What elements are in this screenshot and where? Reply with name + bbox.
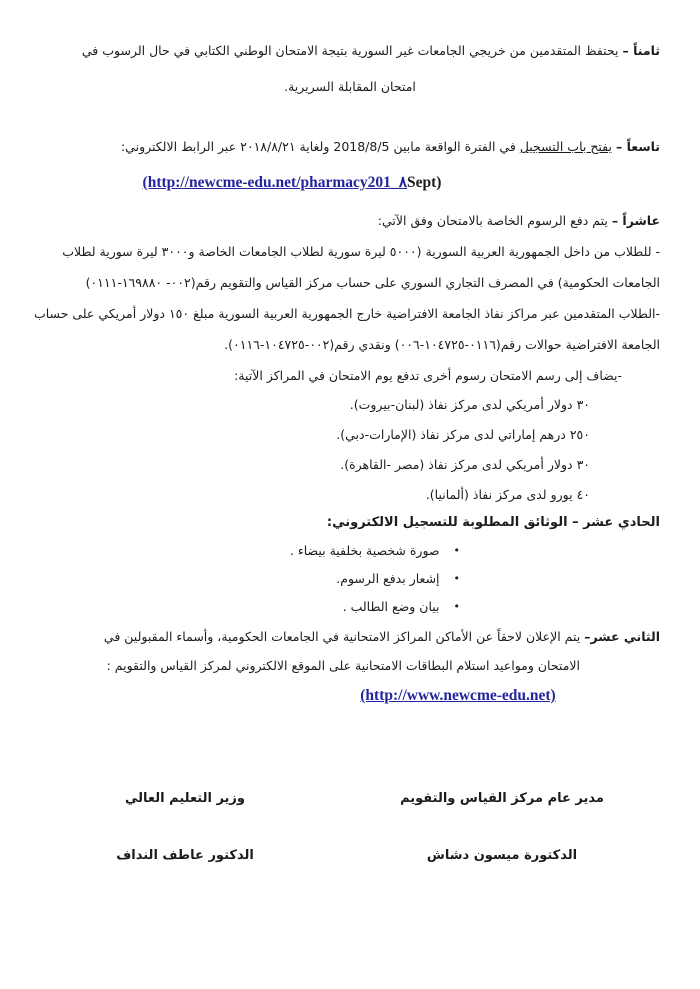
section-twelfth-text: يتم الإعلان لاحقاً عن الأماكن المراكز الامتحانية في الجامعات الحكومية، وأسماء المقبولين في [103,629,581,644]
required-doc-item-student-status [40,596,460,618]
section-eighth-line1 [40,40,660,62]
fee-item-germany: ٤٠ يورو لدى مركز نفاذ (ألمانيا). [425,487,590,502]
required-doc-text: صورة شخصية بخلفية بيضاء . [289,543,440,558]
fee-item-dubai: ٢٥٠ درهم إماراتي لدى مركز نفاذ (الإمارات-دبي). [336,427,590,442]
fees-inside-line1: - للطلاب من داخل الجمهورية العربية السورية (٥٠٠٠ ليرة سورية لطلاب الجامعات الخاصة و٣٠٠٠ ليرة سورية لطلاب [62,244,660,259]
signature-title-minister: وزير التعليم العالي [125,791,245,806]
section-eighth-text: يحتفظ المتقدمين من خريجي الجامعات غير السورية بتيجة الامتحان الوطني الكتابي في حال الرسوب في [81,43,619,58]
bullet-icon: • [453,544,460,557]
fees-outside-line1: -الطلاب المتقدمين عبر مراكز نفاذ الجامعة الافتراضية خارج الجمهورية العربية السورية مبلغ ١٥٠ دولار أمريكي على حساب [33,306,660,321]
required-doc-text: إشعار بدفع الرسوم. [336,571,440,586]
fees-outside-line2: الجامعة الافتراضية حوالات رقم(٠١١٦-١٠٤٧٢٥-٠٠٦) ونقدي رقم(٠٠٢-١٠٤٧٢٥-٠١١٦). [224,337,660,352]
bullet-icon: • [453,600,460,613]
signature-titles-row [40,791,660,806]
section-eighth-label: ثامناً – [622,43,660,58]
section-ninth-underlined-text: يفتح باب التسجيل [519,139,612,154]
extra-fees-intro: -يضاف إلى رسم الامتحان رسوم أخرى تدفع يوم الامتحان في المراكز الآتية: [234,368,622,383]
section-tenth-intro [40,210,660,232]
signature-name-director: الدكتورة ميسون دشاش [426,848,578,863]
section-ninth-text: في الفترة الواقعة مابين 2018/8/5 ولغاية ٢٠١٨/٨/٢١ عبر الرابط الالكتروني: [120,139,516,154]
section-tenth-intro-text: يتم دفع الرسوم الخاصة بالامتحان وفق الآتي: [377,213,608,228]
registration-link-line [0,170,602,196]
section-twelfth-line1 [40,626,660,648]
section-ninth-line1 [40,136,660,158]
required-doc-item-payment-notice [40,568,460,590]
section-ninth-label: تاسعاً – [615,139,660,154]
bullet-icon: • [453,572,460,585]
required-doc-item-photo [40,540,460,562]
section-twelfth-line2: الامتحان ومواعيد استلام البطاقات الامتحانية على الموقع الالكتروني لمركز القياس والتقويم : [106,658,580,673]
section-twelfth-label: الثاني عشر– [584,629,660,644]
section-eighth-line2: امتحان المقابلة السريرية. [284,79,416,94]
signature-name-minister: الدكتور عاطف النداف [116,848,254,863]
center-website-url-link[interactable]: (http://www.newcme-edu.net) [360,687,556,704]
registration-url-black-part[interactable]: Sept) [407,174,442,191]
section-eleventh-heading: الحادي عشر – الوثائق المطلوبة للتسجيل الالكتروني: [326,515,660,530]
required-doc-text: بيان وضع الطالب . [342,599,440,614]
signature-names-row [40,848,660,863]
signature-title-director: مدير عام مركز القياس والتقويم [400,791,604,806]
registration-url-blue-part[interactable]: (http://newcme-edu.net/pharmacy201_٨ [142,174,408,191]
registration-url-link[interactable] [143,174,442,191]
center-website-link-line [148,683,700,709]
fees-inside-line2: الجامعات الحكومية) في المصرف التجاري السوري على حساب مركز القياس والتقويم رقم(٠٠٢- ١٦٩٨٨٠-٠١١١) [85,275,660,290]
section-tenth-label: عاشراً – [611,213,660,228]
fee-item-beirut: ٣٠ دولار أمريكي لدى مركز نفاذ (لبنان-بيروت). [349,397,590,412]
fee-item-cairo: ٣٠ دولار أمريكي لدى مركز نفاذ (مصر -القاهرة). [340,457,590,472]
